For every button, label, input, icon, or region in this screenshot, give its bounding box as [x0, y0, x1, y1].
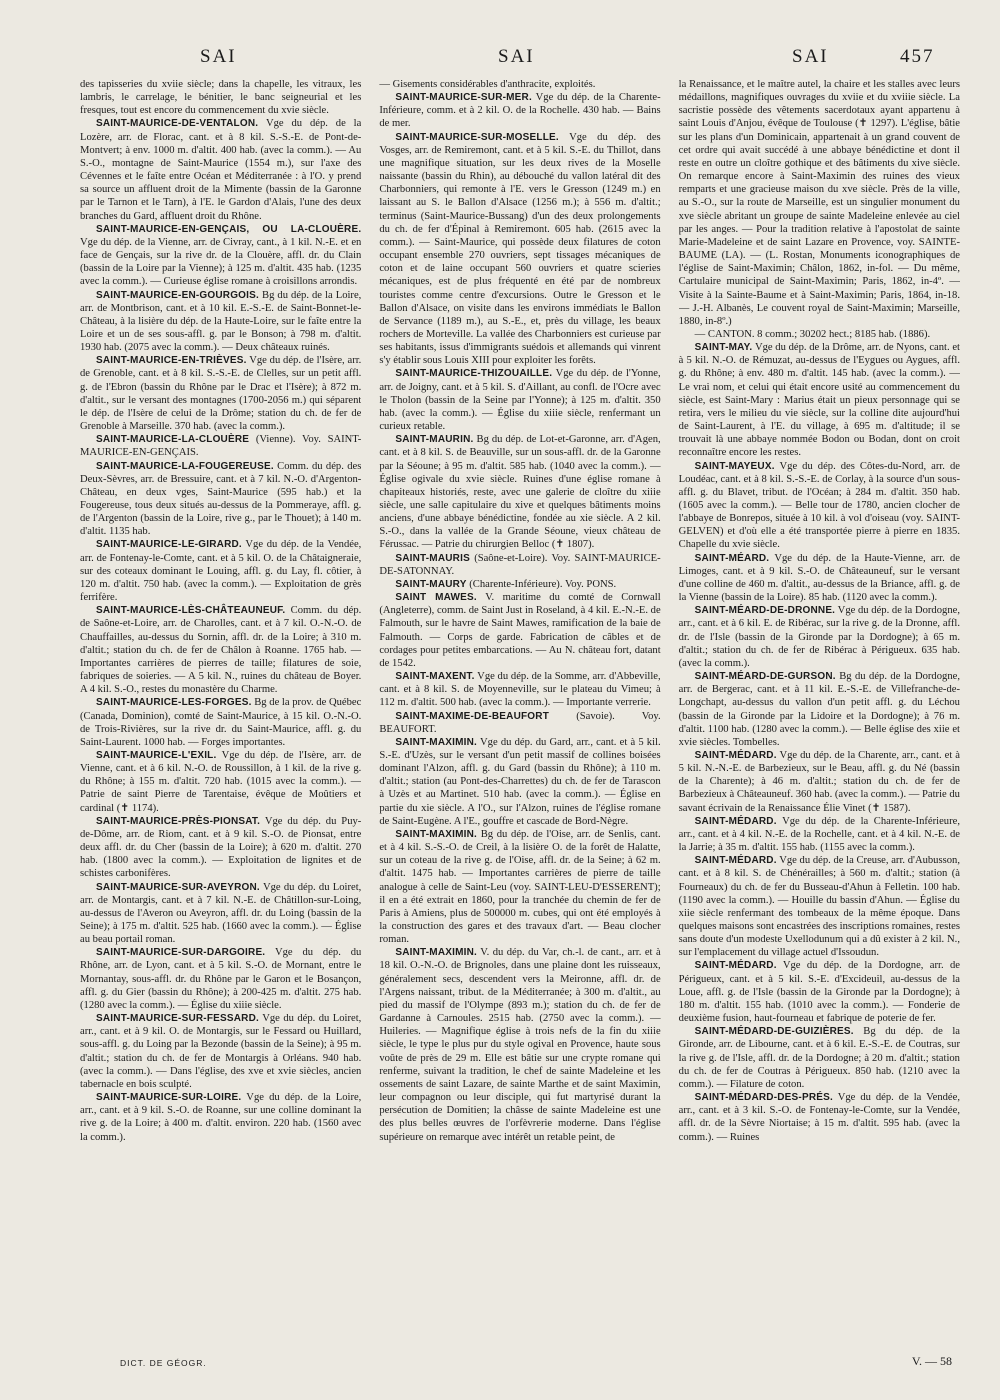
- entry-headword: SAINT-MAURICE-LÈS-CHÂTEAUNEUF.: [96, 605, 286, 617]
- entry-headword: SAINT-MÉDARD.: [694, 815, 777, 827]
- entry-headword: SAINT-MAURY: [395, 578, 467, 590]
- entry-text: Bg du dép. de Lot-et-Garonne, arr. d'Agen, cant. et à 8 kil. S. de Beauville, sur un sous-affl. dr. de la Garonne par la Séoune; à 95 m. d'altit. 585 hab. (1040 avec la comm.). — Église ogivale du xvie siècle. Ruines d'une église romane à chapiteaux historiés, reste, avec une galerie de cloître du xiiie siècle, une salle capitulaire du xive et quelques bâtiments moins anciens, d'une abbaye bénédictine, fondée au xie siècle. A 2 kil. S.-O., dans la vallée de la Grande Séoune, vieux château de Férussac. — Patrie du chirurgien Belloc (✝ 1807).: [379, 434, 661, 551]
- entry-text: Vge du dép. de l'Isère, arr. de Grenoble, cant. et à 8 kil. S.-S.-E. de Clelles, sur un petit affl. g. de l'Ebron (bassin du Rhône par le Drac et l'Isère); à 872 m. d'altit., sur le versant des montagnes (1700-2056 m.) qui séparent le dép. de l'Isère de celui de la Drôme; station du ch. de fer de Grenoble à Marseille. 370 hab. (avec la comm.).: [80, 355, 362, 433]
- entry-headword: SAINT-MÉDARD-DES-PRÉS.: [694, 1092, 833, 1104]
- entry-text: — CANTON. 8 comm.; 30202 hect.; 8185 hab. (1886).: [694, 328, 931, 340]
- entry-text: (Vienne). Voy. SAINT-MAURICE-EN-GENÇAIS.: [80, 434, 362, 459]
- dictionary-entry: [80, 815, 361, 881]
- dictionary-entry: [80, 538, 361, 604]
- dictionary-entry: [379, 91, 660, 130]
- entry-headword: SAINT-MAY.: [694, 342, 753, 354]
- entry-headword: SAINT-MAXIME-DE-BEAUFORT: [395, 710, 550, 722]
- column-3: [679, 78, 960, 1333]
- dictionary-entry: [379, 433, 660, 551]
- entry-text: Vge du dép. du Gard, arr., cant. et à 5 kil. S.-E. d'Uzès, sur le versant d'un petit massif de collines boisées dominant l'Alzon, affl. g. du Gard (bassin du Rhône); à 110 m. d'altit.; station (au Pont-des-Charrettes) du ch. de fer de Tarascon à Uzès et au Martinet. 510 hab. (avec la comm.). — Église en partie du xie siècle. A l'O., sur l'Alzon, ruines de l'église romane de Saint-Eugène. A l'E., gouffre et cascade de Bord-Nègre.: [379, 736, 661, 827]
- entry-text: Vge du dép. des Vosges, arr. de Remiremont, cant. et à 5 kil. S.-E. du Thillot, dans une magnifique situation, sur les deux rives de la Moselle naissante (bassin du Rhin), au débouché du vallon latéral dit des Charbonniers, qui remonte à l'E. vers le Gresson (1249 m.) en laissant au S. le Ballon d'Alsace (1256 m.); à 556 m. d'altit.; terminus (Saint-Maurice-Bussang) d'un des deux prolongements du ch. de fer d'Épinal à Remiremont. 605 hab. (2615 avec la comm.). — Saint-Maurice, qui possède deux filatures de coton occupant ensemble 270 ouvriers, sept tissages mécaniques de coton et de laine occupant 560 ouvriers et quatre scieries mécaniques, est de plus fréquenté en été par de nombreux touristes comme centre d'excursions. Outre le Gresson et le Ballon d'Alsace, on visite dans les environs immédiats le Ballon de Servance (1189 m.), au S.-E., et, près du village, les beaux rochers de Morteville. La vallée des Charbonniers est curieuse par ses habitants, issus d'immigrants suédois et allemands qui vinrent s'y établir sous Louis XIII pour exploiter les forêts.: [379, 131, 661, 367]
- entry-headword: SAINT-MAURICE-EN-TRIÈVES.: [96, 355, 247, 367]
- entry-headword: SAINT-MAURICE-SUR-LOIRE.: [96, 1092, 242, 1104]
- dictionary-entry: [379, 552, 660, 578]
- entry-text: Vge du dép. du Puy-de-Dôme, arr. de Riom, cant. et à 9 kil. S.-O. de Pionsat, entre deux affl. dr. du Cher (bassin de la Loire); à 620 m. d'altit. 270 hab. (1800 avec la comm.). — Exploitation de lignites et de schistes carbonifères.: [80, 815, 362, 880]
- dictionary-entry: [679, 552, 960, 605]
- entry-text: Bg du dép. de la Loire, arr. de Montbrison, cant. et à 10 kil. E.-S.-E. de Saint-Bonnet-le-Château, à la lisière du dép. de la Haute-Loire, sur le faîte entre la Loire et un de ses sous-affl. g. par le Bonson; à 798 m. d'altit. 1930 hab. (2075 avec la comm.). — Deux châteaux ruinés.: [80, 289, 362, 354]
- entry-headword: SAINT-MAURICE-EN-GOURGOIS.: [96, 289, 259, 301]
- dictionary-entry: [679, 815, 960, 854]
- entry-text: Vge du dép. de la Vendée, arr. de Fontenay-le-Comte, cant. et à 5 kil. O. de la Châtaigneraie, sur des coteaux dominant le Louing, affl. g. du Lay, fl. côtier, à 120 m. d'altit. 750 hab. (avec la comm.). — Exploitation de grès ferrifère.: [80, 539, 362, 604]
- dictionary-entry: [679, 959, 960, 1025]
- entry-text: Vge du dép. de la Dordogne, arr. de Périgueux, cant. et à 5 kil. S.-E. d'Excideuil, au-dessus de la Loue, affl. g. de l'Isle (bassin de la Gironde par la Dordogne); à 180 m. d'altit. 155 hab. (1010 avec la comm.). — Fonderie de deuxième fusion, haut-fourneau et fabrique de poterie de fer.: [678, 960, 960, 1025]
- entry-text: (Charente-Inférieure). Voy. PONS.: [469, 578, 617, 590]
- entry-text: Vge du dép. de la Lozère, arr. de Florac, cant. et à 8 kil. S.-S.-E. de Pont-de-Montvert; à env. 1000 m. d'altit. 400 hab. (avec la comm.). — Au S.-O., montagne de Saint-Maurice (1554 m.), sur l'axe des Cévennes et le faîte entre Océan et Méditerranée : à l'O. y prend sa source un affluent droit de la Mimente (bassin de la Garonne par le Tarnon et le Tarn), à l'E. le Gardon d'Alais, l'une des deux branches du Gard, affluent droit du Rhône.: [80, 118, 362, 222]
- entry-headword: SAINT-MAURICE-LE-GIRARD.: [96, 539, 242, 551]
- entry-text: Vge du dép. de la Drôme, arr. de Nyons, cant. et à 5 kil. N.-O. de Rémuzat, au-dessus de l'Eygues ou Aygues, affl. g. du Rhône; à env. 480 m. d'altit. 145 hab. (avec la comm.). — Le vrai nom, et celui qui était encore usité au commencement du siècle, est Saint-Mary : Marius était un pieux personnage qui se retira, vers le milieu du vie siècle, sur la colline dite aujourd'hui de Saint-Laurent, à l'E. du village, à 695 m. d'altitude; il se trouvait là une abbaye nommée Bodon ou Bodan, dont on croit reconnaître encore les restes.: [678, 342, 960, 459]
- dictionary-entry: [379, 670, 660, 709]
- dictionary-entry: [379, 828, 660, 946]
- entry-text: (Savoie). Voy. BEAUFORT.: [379, 710, 661, 735]
- entry-headword: SAINT-MAXIMIN.: [395, 736, 478, 748]
- dictionary-entry: [379, 946, 660, 1143]
- dictionary-entry: [679, 328, 960, 341]
- entry-headword: SAINT-MAURICE-SUR-MOSELLE.: [395, 131, 559, 143]
- entry-headword: SAINT-MAURICE-SUR-MER.: [395, 92, 532, 104]
- entry-text: Vge du dép. de la Charente-Inférieure, comm. et à 2 kil. O. de la Rochelle. 430 hab. — Bains de mer.: [379, 92, 661, 130]
- dictionary-entry: [679, 604, 960, 670]
- dictionary-entry: [379, 591, 660, 670]
- entry-headword: SAINT-MAURICE-SUR-FESSARD.: [96, 1013, 259, 1025]
- entry-text: Bg du dép. de l'Oise, arr. de Senlis, cant. et à 4 kil. S.-S.-O. de Creil, à la lisière O. de la forêt de Halatte, sur un coteau de la rive g. de l'Oise, affl. dr. de la Seine; à 62 m. d'altit. 1475 hab. — Importantes carrières de pierre de taille analogue à celle de Saint-Leu (voy. SAINT-LEU-D'ESSERENT); il en a été extrait en 1860, pour la tranchée du chemin de fer de Paris à Amiens, plus de 500000 m. cubes, qui ont été employés à la construction des gares et des travaux d'art. — Beau clocher roman.: [379, 828, 661, 946]
- entry-text: Bg de la prov. de Québec (Canada, Dominion), comté de Saint-Maurice, à 15 kil. O.-N.-O. de Trois-Rivières, sur la rive dr. du Saint-Maurice, affl. g. du Saint-Laurent. 1000 hab. — Forges importantes.: [80, 697, 362, 748]
- header-right: SAI: [792, 46, 829, 67]
- column-2: [379, 78, 660, 1333]
- footer-signature: DICT. DE GÉOGR.: [120, 1358, 207, 1368]
- entry-headword: SAINT-MAURICE-LA-FOUGEREUSE.: [96, 460, 274, 472]
- dictionary-entry: [679, 1091, 960, 1144]
- entry-headword: SAINT-MAURIS: [395, 552, 470, 564]
- entry-headword: SAINT-MAYEUX.: [694, 460, 775, 472]
- entry-text: Vge du dép. de l'Yonne, arr. de Joigny, cant. et à 5 kil. S. d'Aillant, au confl. de l'Ocre avec le Tholon (bassin de la Seine par l'Yonne); à 125 m. d'altit. 350 hab. (avec la comm.). — Église du xiiie siècle, renfermant un curieux retable.: [379, 368, 661, 433]
- dictionary-entry: [80, 433, 361, 459]
- entry-headword: SAINT-MÉDARD.: [694, 749, 777, 761]
- dictionary-entry: [80, 1091, 361, 1144]
- dictionary-entry: [80, 749, 361, 815]
- dictionary-entry: [679, 1025, 960, 1091]
- entry-text: Bg du dép. de la Dordogne, arr. de Bergerac, cant. et à 11 kil. E.-S.-E. de Villefranche-de-Longchapt, au-dessus du vallon d'un petit affl. g. du Léchou (bassin de la Gironde par la Lidoire et la Dordogne); à 76 m. d'altit. 1100 hab. (1280 avec la comm.). — Belle église des xiie et xvie siècles. Tombelles.: [678, 671, 960, 748]
- entry-headword: SAINT-MAURICE-SUR-AVEYRON.: [96, 881, 260, 893]
- dictionary-entry: [80, 604, 361, 696]
- dictionary-entry: [679, 749, 960, 815]
- column-1: [80, 78, 361, 1333]
- entry-text: Vge du dép. de la Vienne, arr. de Civray, cant., à 1 kil. N.-E. et en face de Gençais, sur la rive dr. de la Clouère, affl. dr. du Clain (bassin de la Loire par la Vienne); à 125 m. d'altit. 435 hab. (1235 avec la comm.). — Curieuse église romane à croisillons arrondis.: [80, 236, 362, 288]
- entry-text: Bg du dép. de la Gironde, arr. de Libourne, cant. et à 6 kil. E.-S.-E. de Coutras, sur la rive g. de l'Isle, affl. dr. de la Dordogne; à 20 m. d'altit.; station du ch. de fer de Coutras à Périgueux. 850 hab. (1210 avec la comm.). — Filature de coton.: [678, 1026, 960, 1090]
- dictionary-entry: [379, 578, 660, 591]
- dictionary-entry: [80, 78, 361, 117]
- entry-text: Vge du dép. de la Haute-Vienne, arr. de Limoges, cant. et à 9 kil. S.-O. de Châteauneuf, sur le versant d'une colline de 460 m. d'altit., au-dessus de la Briance, affl. g. de la Vienne (bassin de la Loire). 85 hab. (1120 avec la comm.).: [678, 552, 960, 604]
- running-header: [80, 46, 960, 72]
- entry-text: Vge du dép. des Côtes-du-Nord, arr. de Loudéac, cant. et à 8 kil. S.-S.-E. de Corlay, à la source d'un sous-affl. g. du Blavet, tribut. de l'Océan; à 284 m. d'altit. 350 hab. (1605 avec la comm.). — Belle tour de 1780, ancien clocher de l'abbaye de Bonrepos, située à 10 kil. à vol d'oiseau (voy. SAINT-GELVEN) et d'où elle a été transportée pierre à pierre en 1835. Chapelle du xvie siècle.: [678, 460, 960, 551]
- header-left: SAI: [200, 46, 237, 67]
- page-footer: [80, 1354, 960, 1372]
- entry-text: Vge du dép. du Loiret, arr. de Montargis, cant. et à 7 kil. N.-E. de Châtillon-sur-Loing, au-dessus de l'Averon ou Aveyron, affl. dr. du Loing (bassin de la Seine); à 175 m. d'altit. 525 hab. (1660 avec la comm.). — Église au beau portail roman.: [80, 881, 362, 946]
- entry-headword: SAINT-MAURICE-SUR-DARGOIRE.: [96, 947, 266, 959]
- entry-text: Vge du dép. de la Somme, arr. d'Abbeville, cant. et à 8 kil. S. de Moyenneville, sur le plateau du Vimeu; à 112 m. d'altit. 500 hab. (avec la comm.). — Importante verrerie.: [379, 671, 661, 709]
- dictionary-entry: [80, 354, 361, 433]
- entry-text: Comm. du dép. de Saône-et-Loire, arr. de Charolles, cant. et à 7 kil. O.-N.-O. de Chauffailles, au-dessus du Sornin, affl. dr. de la Loire; à 310 m. d'altit.; station du ch. de fer de Châlon à Roanne. 1765 hab. — Importantes carrières de pierres de taille; filatures de soie, fabriques de soieries. — A 5 kil. N., ruines du château de Boyer. A 4 kil. S.-O., restes du monastère du Charme.: [80, 605, 362, 696]
- dictionary-entry: [679, 670, 960, 749]
- entry-headword: SAINT-MAXIMIN.: [395, 828, 478, 840]
- entry-text: des tapisseries du xviie siècle; dans la chapelle, les vitraux, les lambris, le carrelage, le bénitier, le banc seigneurial et les fresques, tout est encore du commencement du xvie siècle.: [80, 79, 362, 117]
- dictionary-entry: [379, 710, 660, 736]
- entry-text: Vge du dép. de la Dordogne, arr., cant. et à 6 kil. E. de Ribérac, sur la rive g. de la Dronne, affl. dr. de l'Isle (bassin de la Gironde par la Dordogne); à 65 m. d'altit.; station du ch. de fer de Ribérac à Périgueux. 635 hab. (avec la comm.).: [678, 605, 960, 669]
- dictionary-entry: [80, 117, 361, 222]
- entry-text: Vge du dép. de la Charente-Inférieure, arr., cant. et à 4 kil. N.-E. de la Rochelle, cant. et à 4 kil. N.-E. de la Jarrie; à 35 m. d'altit. 155 hab. (1155 avec la comm.).: [678, 815, 960, 854]
- entry-headword: SAINT-MÉARD-DE-GURSON.: [694, 671, 836, 683]
- dictionary-entry: [679, 460, 960, 552]
- entry-headword: SAINT-MAURICE-LA-CLOUÈRE: [96, 434, 250, 446]
- entry-headword: SAINT-MÉDARD-DE-GUIZIÈRES.: [694, 1026, 854, 1038]
- dictionary-entry: [679, 341, 960, 459]
- dictionary-entry: [379, 736, 660, 828]
- entry-headword: SAINT-MAXENT.: [395, 671, 475, 683]
- entry-headword: SAINT-MÉDARD.: [694, 855, 777, 867]
- dictionary-entry: [80, 696, 361, 749]
- entry-text: Vge du dép. du Rhône, arr. de Lyon, cant. et à 5 kil. S.-O. de Mornant, entre le Mornantay, sous-affl. dr. du Rhône par le Garon et le Bosançon, affl. g. du Gier (bassin du Rhône); à 200-425 m. d'altit. 275 hab. (1280 avec la comm.). — Église du xiiie siècle.: [80, 947, 362, 1011]
- entry-headword: SAINT-MAURIN.: [395, 434, 474, 446]
- dictionary-entry: [379, 131, 660, 368]
- dictionary-entry: [80, 881, 361, 947]
- dictionary-entry: [80, 223, 361, 289]
- entry-text: Vge du dép. de la Charente, arr., cant. et à 5 kil. N.-N.-E. de Barbezieux, sur le Beau, affl. g. du Né (bassin de la Charente); à 46 m. d'altit.; station du ch. de fer de Barbezieux à Châteauneuf. 360 hab. (avec la comm.). — Patrie du savant écrivain de la Renaissance Élie Vinet (✝ 1587).: [678, 749, 960, 814]
- entry-text: Vge du dép. de la Creuse, arr. d'Aubusson, cant. et à 8 kil. S. de Chénérailles; à 560 m. d'altit.; station (à Fourneaux) du ch. de fer du Busseau-d'Ahun à Felletin. 100 hab. (1190 avec la comm.). — Houille du bassin d'Ahun. — Église du xiie siècle renfermant des tombeaux de la même époque. Dans quelques maisons sont encastrées des inscriptions romaines, restes sans doute d'un modeste Uxellodunum qui a dû exister à 2 kil. N., sur l'emplacement du village actuel d'Issoudun.: [678, 855, 960, 959]
- entry-text: Comm. du dép. des Deux-Sèvres, arr. de Bressuire, cant. et à 7 kil. N.-O. d'Argenton-Château, en deux vges, Saint-Maurice (595 hab.) et la Fougereuse, tous deux situés au-dessus de la Pommeraye, affl. g. de l'Argenton (bassin de la Loire, rive g., par le Thouet); à 140 m. d'altit. 1135 hab.: [80, 460, 362, 538]
- dictionary-entry: [80, 460, 361, 539]
- entry-headword: SAINT-MAURICE-L'EXIL.: [96, 749, 217, 761]
- entry-headword: SAINT-MÉARD.: [694, 552, 770, 564]
- dictionary-entry: [80, 1012, 361, 1091]
- entry-headword: SAINT-MAURICE-LES-FORGES.: [96, 697, 252, 709]
- entry-headword: SAINT MAWES.: [395, 592, 477, 604]
- entry-text: la Renaissance, et le maître autel, la chaire et les stalles avec leurs médaillons, magnifiques ouvrages du xviie et du xviiie siècle. La sacristie possède des vêtements sacerdotaux ayant appartenu à saint Louis d'Anjou, évêque de Toulouse (✝ 1297). L'église, bâtie sur les plans d'un Dominicain, appartenait à un grand couvent de cet ordre qui avait succédé à une abbaye bénédictine et dont il reste en outre un cloître gothique et des bâtiments du xive siècle. On remarque encore à Saint-Maximin des ruines des vieux remparts et une gracieuse maison du xve siècle. Près de la ville, au S.-O., sur la route de Marseille, est un singulier monument du xve siècle abritant un groupe de sainte Madeleine enlevée au ciel par les anges. — Pour la tradition relative à l'apostolat de sainte Marie-Madeleine et de saint Lazare en Provence, voy. SAINTE-BAUME (LA). — (L. Rostan, Monuments iconographiques de l'église de Saint-Maximin; Châlon, 1862, in-fol. — Du même, Cartulaire municipal de Saint-Maximin; Paris, 1862, in-4º. — Visite à la Sainte-Baume et à Saint-Maximin; Paris, 1864, in-18. — J.-H. Albanès, Le couvent royal de Saint-Maximin; Marseille, 1880, in-8º.): [678, 79, 960, 327]
- entry-text: Vge du dép. du Loiret, arr., cant. et à 9 kil. O. de Montargis, sur le Fessard ou Huillard, sous-affl. g. du Loing par la Bezonde (bassin de la Seine); à 95 m. d'altit.; station du ch. de fer de Montargis à Orléans. 940 hab. (avec la comm.). — Dans l'église, des xve et xvie siècles, ancien tabernacle en bois sculpté.: [80, 1013, 362, 1090]
- entry-text: Vge du dép. de l'Isère, arr. de Vienne, cant. et à 6 kil. N.-O. de Roussillon, à 1 kil. de la rive g. du Rhône; à 155 m. d'altit. 720 hab. (1015 avec la comm.). — Patrie de saint Pierre de Tarentaise, évêque de Moûtiers et cardinal (✝ 1174).: [80, 749, 362, 814]
- entry-text: — Gisements considérables d'anthracite, exploités.: [379, 79, 596, 90]
- dictionary-entry: [379, 367, 660, 433]
- footer-volume: V. — 58: [911, 1354, 952, 1368]
- entry-headword: SAINT-MAURICE-THIZOUAILLE.: [395, 368, 553, 380]
- dictionary-entry: [679, 854, 960, 959]
- entry-text: Vge du dép. de la Vendée, arr., cant. et à 3 kil. S.-O. de Fontenay-le-Comte, sur la Vendée, affl. dr. de la Sèvre Niortaise; à 15 m. d'altit. 595 hab. (avec la comm.). — Ruines: [678, 1092, 960, 1143]
- dictionary-entry: [679, 78, 960, 328]
- entry-text: V. maritime du comté de Cornwall (Angleterre), comm. de Saint Just in Roseland, à 4 kil. E.-N.-E. de Falmouth, sur le havre de Saint Mawes, ramification de la baie de Falmouth. — Corps de garde. Fabrication de câbles et de cordages pour petites embarcations. — Au N. château fort, datant de 1542.: [379, 592, 661, 669]
- dictionary-entry: [80, 289, 361, 355]
- entry-text: Vge du dép. de la Loire, arr., cant. et à 9 kil. S.-O. de Roanne, sur une colline dominant la rive g. de la Loire; à 400 m. d'altit. environ. 220 hab. (1560 avec la comm.).: [80, 1092, 362, 1143]
- page-number: 457: [900, 46, 935, 67]
- dictionary-entry: [379, 78, 660, 91]
- entry-text: V. du dép. du Var, ch.-l. de cant., arr. et à 18 kil. O.-N.-O. de Brignoles, dans une plaine dont les ruisseaux, généralement secs, descendent vers la Meironne, affl. dr. de l'Argens naissant, tribut. de la Méditerranée; à 300 m. d'altit., au pied du massif de l'Olympe (893 m.); station du ch. de fer de Gardanne à Carnoules. 2515 hab. (2750 avec la comm.). — Huileries. — Magnifique église à trois nefs de la fin du xiiie siècle, le type le plus pur du style ogival en Provence, haute sous voûte de près de 29 m. Elle est bâtie sur une crypte romane qui renferme, suivant la tradition, le chef de sainte Madeleine et les ossements de saint Lazare, de sainte Marthe et de saint Maximin, leur compagnon ou leur disciple, qui fut martyrisé durant la persécution de Domitien; la châsse de sainte Madeleine est une des plus belles œuvres de l'orfèvrerie moderne. Dans l'église supérieure on remarque avec intérêt un retable peint, de: [379, 947, 661, 1143]
- entry-headword: SAINT-MAURICE-DE-VENTALON.: [96, 118, 259, 130]
- entry-headword: SAINT-MÉARD-DE-DRONNE.: [694, 605, 836, 617]
- entry-headword: SAINT-MAURICE-EN-GENÇAIS, OU LA-CLOUÈRE.: [96, 223, 362, 235]
- text-columns: [80, 78, 960, 1333]
- entry-text: (Saône-et-Loire). Voy. SAINT-MAURICE-DE-SATONNAY.: [379, 552, 661, 577]
- entry-headword: SAINT-MÉDARD.: [694, 960, 777, 972]
- entry-headword: SAINT-MAXIMIN.: [395, 947, 478, 959]
- header-center: SAI: [498, 46, 535, 67]
- entry-headword: SAINT-MAURICE-PRÈS-PIONSAT.: [96, 815, 261, 827]
- dictionary-entry: [80, 946, 361, 1012]
